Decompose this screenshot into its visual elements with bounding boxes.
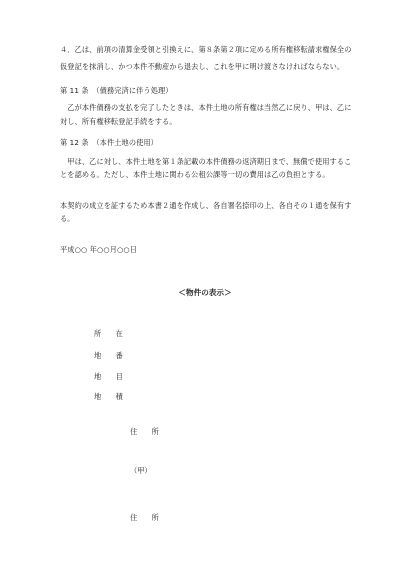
article12-line1: 甲は、乙に対し、本件土地を第１条記載の本件債務の返済期日まで、無償で使用するこ — [60, 157, 352, 166]
property-title: ＜物件の表示＞ — [178, 288, 232, 297]
party-a-label: （甲） — [130, 466, 152, 475]
property-location-label: 所 在 — [94, 329, 123, 338]
article11-line1: 乙が本件債務の支払を完了したときは、本件土地の所有権は当然乙に戻り、甲は、乙に — [60, 103, 352, 112]
article12-heading: 第 12 条 （本件土地の使用） — [60, 138, 158, 147]
clause4-line2: 仮登記を抹消し、かつ本件不動産から退去し、これを甲に明け渡さなければならない。 — [60, 62, 345, 71]
party-b-address-label: 住 所 — [130, 513, 159, 522]
article11-line2: 対し、所有権移転登記手続をする。 — [60, 117, 177, 126]
property-lot-number-label: 地 番 — [94, 351, 123, 360]
contract-date: 平成○○ 年○○月○○日 — [60, 245, 138, 254]
closing-line1: 本契約の成立を証するため本書２通を作成し、各自署名捺印の上、各自その１通を保有す — [60, 201, 352, 210]
article12-line2: とを認める。ただし、本件土地に関わる公租公課等一切の費用は乙の負担とする。 — [60, 170, 330, 179]
property-land-category-label: 地 目 — [94, 372, 123, 381]
article11-heading: 第 11 条 （債務完済に伴う処理） — [60, 86, 173, 95]
property-area-label: 地 積 — [94, 392, 123, 401]
party-a-address-label: 住 所 — [130, 427, 159, 436]
clause4-line1: ４．乙は、前項の清算金受領と引換えに、第８条第２項に定める所有権移転請求権保全の — [60, 45, 352, 54]
closing-line2: る。 — [60, 214, 75, 223]
